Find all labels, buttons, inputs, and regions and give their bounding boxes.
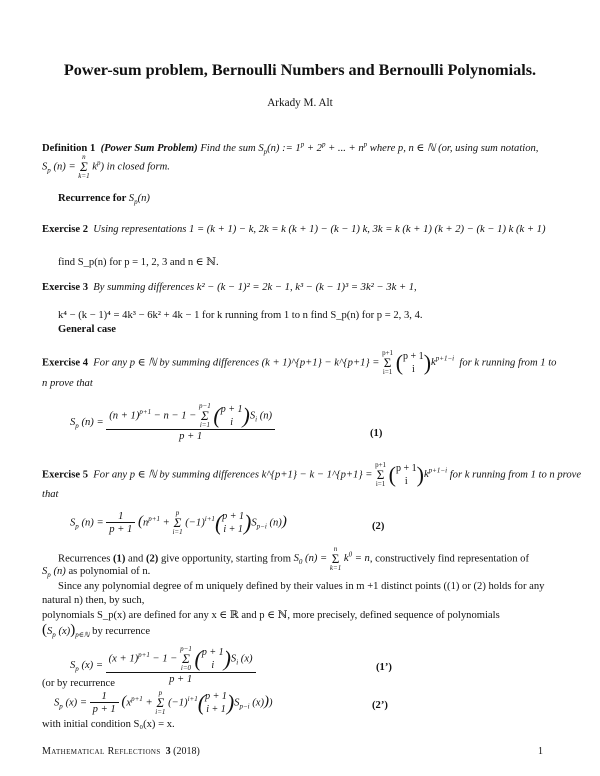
exercise-3-line-2: k⁴ − (k − 1)⁴ = 4k³ − 6k² + 4k − 1 for k running from 1 to n find S_p(n) for p = 2, 3, 4. <box>58 310 423 321</box>
equation-1: $S_p$ (n) = $(n + 1)^{p+1} - n - 1 - p-1$ Σ i=1 (p + 1 i )$S_i$ (n) p + 1 <box>70 403 275 442</box>
exercise-5-text: For any p ∈ ℕ by summing differences k^{p+1} − k − 1^{p+1} = <box>93 469 373 481</box>
definition-text-1: Find the sum <box>200 143 256 154</box>
exercise-2-line-2: find S_p(n) for p = 1, 2, 3 and n ∈ ℕ. <box>58 257 219 268</box>
exercise-2-text: Using representations 1 = (k + 1) − k, 2k = k (k + 1) − (k − 1) k, 3k = k (k + 1) (k + 2) − (k − 1) k (k + 1) <box>93 224 546 235</box>
paper-title: Power-sum problem, Bernoulli Numbers and Bernoulli Polynomials. <box>63 61 537 79</box>
equation-1-label: (1) <box>370 428 383 439</box>
paragraph-1-line-1: Recurrences (1) and (2) give opportunity, starting from $S_0$ (n) = n Σ k=1 $k^0 = n$, constructively find representation of <box>58 545 529 572</box>
exercise-4-line-1: Exercise 4 For any p ∈ ℕ by summing differences (k + 1)^{p+1} − k^{p+1} = p+1 Σ i=1 (p + 1 i )$k^{p+1-i}$ for k running from 1 to <box>42 349 557 376</box>
exercise-4-label: Exercise 4 <box>42 357 88 369</box>
paragraph-2-line-2: natural n) then, by such, <box>42 595 145 606</box>
or-by-recurrence: (or by recurrence <box>42 678 115 689</box>
page-number: 1 <box>538 746 543 757</box>
paragraph-1-line-2: $S_p$ (n) as polynomial of n. <box>42 566 151 580</box>
equation-2-prime-label: (2’) <box>372 700 388 711</box>
initial-condition: with initial condition S₀(x) = x. <box>42 719 175 730</box>
sum-operator: p+1 Σ i=1 <box>375 461 387 488</box>
exercise-5-text-end: for k running from 1 to n prove <box>449 469 582 481</box>
sum-operator: p+1 Σ i=1 <box>382 349 394 376</box>
equation-1-prime: $S_p$ (x) = $(x + 1)^{p+1} - 1 - p-1$ Σ i=0 (p + 1 i )$S_i$ (x) p + 1 <box>70 646 256 685</box>
exercise-4-text-end: for k running from 1 to <box>459 357 557 369</box>
definition-line-2: $S_p$ (n) = n Σ k=1 $k^p$) in closed form. <box>42 153 170 180</box>
definition-label: Definition 1 <box>42 143 96 154</box>
definition-name: (Power Sum Problem) <box>100 143 198 154</box>
definition-line-1 <box>42 140 539 157</box>
equation-1-prime-label: (1’) <box>376 662 392 673</box>
footer-journal: Mathematical Reflections 3 (2018) <box>42 746 200 757</box>
exercise-3-line-1 <box>42 282 417 293</box>
definition-formula: $S_p(n)$ := $1^p + 2^p$ + ... + $n^p$ <box>258 140 368 157</box>
exercise-4-line-2: n prove that <box>42 378 93 389</box>
author-name: Arkady M. Alt <box>267 97 333 109</box>
definition-text-2: where p, n ∈ ℕ (or, using sum notation, <box>369 143 539 154</box>
exercise-5-line-2: that <box>42 489 59 500</box>
binomial: (p + 1 i ) <box>395 350 432 375</box>
paragraph-2-line-1: Since any polynomial degree of m uniquely defined by their values in m +1 distinct points ((1) or (2) holds for any <box>58 581 545 592</box>
exercise-5-label: Exercise 5 <box>42 469 88 481</box>
paragraph-3-line-2: ($S_p$ $(x))_{p\in ℕ}$ by recurrence <box>42 622 151 640</box>
exercise-3-label: Exercise 3 <box>42 282 88 293</box>
exercise-4-text: For any p ∈ ℕ by summing differences (k + 1)^{p+1} − k^{p+1} = <box>93 357 380 369</box>
exercise-2-line-1 <box>42 224 546 235</box>
definition-text-3: ) in closed form. <box>100 161 170 173</box>
paragraph-3-line-1: polynomials S_p(x) are defined for any x ∈ ℝ and p ∈ ℕ, more precisely, defined sequence of polynomials <box>42 610 500 621</box>
exercise-5-line-1: Exercise 5 For any p ∈ ℕ by summing differences k^{p+1} − k − 1^{p+1} = p+1 Σ i=1 (p + 1 i )$k^{p+1-i}$ for k running from 1 to n prove <box>42 461 582 488</box>
equation-2-prime: $S_p$ (x) = $\frac{1}{p + 1}$ ($x^{p+1} + p$ Σ i=1 $(-1)^{i+1}(p + 1$ $i + 1)S_{p-i}$ (x))) <box>54 689 273 716</box>
recurrence-heading: Recurrence for $S_p(n)$ <box>58 193 150 207</box>
sum-operator: n Σ k=1 <box>78 153 90 180</box>
exercise-3-text: By summing differences k² − (k − 1)² = 2k − 1, k³ − (k − 1)³ = 3k² − 3k + 1, <box>93 282 417 293</box>
binomial: (p + 1 i ) <box>388 462 424 487</box>
equation-2: $S_p$ (n) = $\frac{1}{p + 1}$ ($n^{p+1} + p$ Σ i=1 $(-1)^{i+1}(p + 1$ $i + 1)S_{p-i}$ (n)) <box>70 509 287 536</box>
equation-2-label: (2) <box>372 521 385 532</box>
exercise-2-label: Exercise 2 <box>42 224 88 235</box>
general-case-heading: General case <box>58 324 116 335</box>
